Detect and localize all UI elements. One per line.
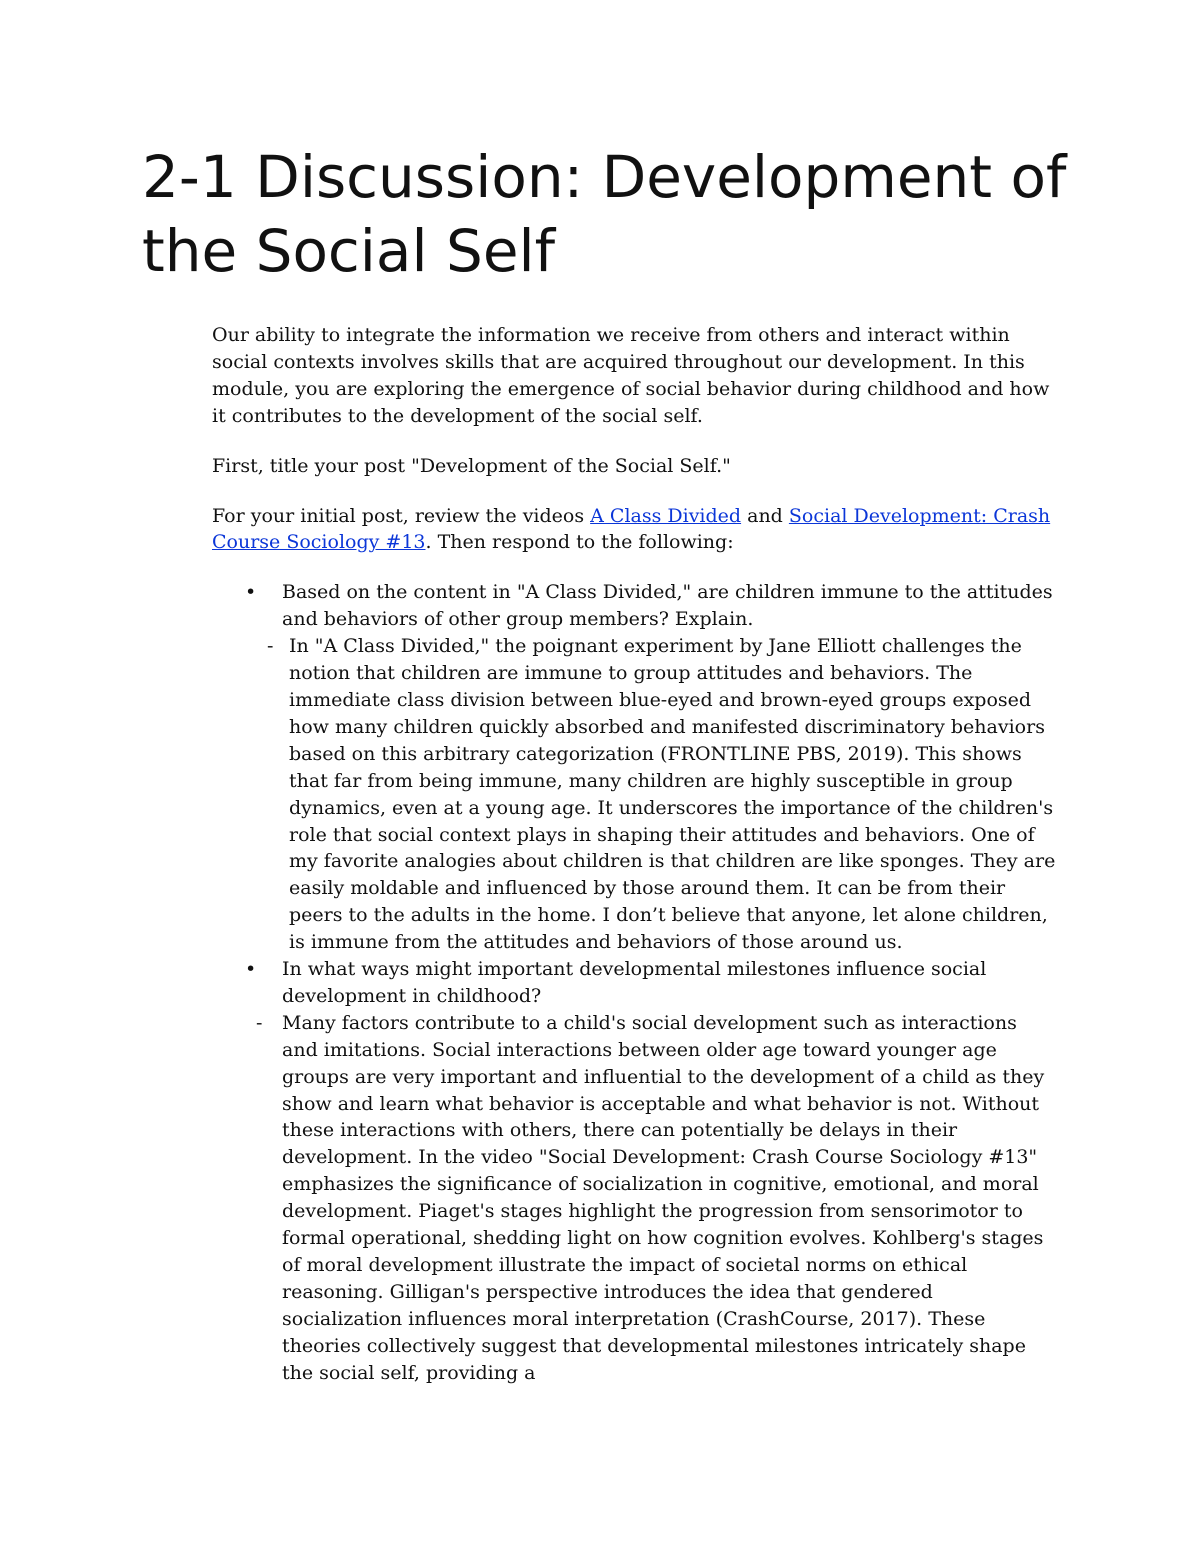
document-body: [212, 322, 1062, 1387]
dash-icon: -: [256, 1011, 263, 1034]
initial-post-suffix: . Then respond to the following:: [425, 531, 734, 554]
document-title: 2-1 Discussion: Development of the Social Self: [142, 143, 1067, 285]
answer-2-text: Many factors contribute to a child's social development such as interactions and imitations. Social interactions between older age toward younger age groups are very important and influential to the development of a child as they show and learn what behavior is acceptable and what behavior is not. Without these interactions with others, there can potentially be delays in their development. In the video "Social Development: Crash Course Sociology #13" emphasizes the significance of socialization in cognitive, emotional, and moral development. Piaget's stages highlight the progression from sensorimotor to formal operational, shedding light on how cognition evolves. Kohlberg's stages of moral development illustrate the impact of societal norms on ethical reasoning. Gilligan's perspective introduces the idea that gendered socialization influences moral interpretation (CrashCourse, 2017). These theories collectively suggest that developmental milestones intricately shape the social self, providing a: [282, 1011, 1045, 1384]
dash-icon: -: [267, 635, 274, 658]
answer-2-item: [212, 1010, 1057, 1387]
initial-post-prefix: For your initial post, review the videos: [212, 504, 591, 527]
crash-course-sociology-link[interactable]: Social Development: Crash Course Sociology #13: [212, 504, 1051, 554]
intro-paragraph: Our ability to integrate the information we receive from others and interact within social contexts involves skills that are acquired throughout our development. In this module, you are exploring the emergence of social behavior during childhood and how it contributes to the development of the social self.: [212, 324, 1050, 427]
question-2-item: [212, 956, 1057, 1010]
answer-1-text: In "A Class Divided," the poignant experiment by Jane Elliott challenges the notion that children are immune to group attitudes and behaviors. The immediate class division between blue-eyed and brown-eyed groups exposed how many children quickly absorbed and manifested discriminatory behaviors based on this arbitrary categorization (FRONTLINE PBS, 2019). This shows that far from being immune, many children are highly susceptible in group dynamics, even at a young age. It underscores the importance of the children's role that social context plays in shaping their attitudes and behaviors. One of my favorite analogies about children is that children are like sponges. They are easily moldable and influenced by those around them. It can be from their peers to the adults in the home. I don’t believe that anyone, let alone children, is immune from the attitudes and behaviors of those around us.: [289, 635, 1056, 954]
question-1-item: [212, 579, 1057, 633]
first-instruction-paragraph: First, title your post "Development of the Social Self.": [212, 454, 731, 477]
initial-post-middle: and: [741, 504, 789, 527]
a-class-divided-link[interactable]: A Class Divided: [590, 504, 742, 527]
bullet-icon: •: [245, 958, 257, 981]
initial-post-paragraph: [212, 503, 1062, 557]
bullet-icon: •: [245, 581, 257, 604]
question-2-text: In what ways might important developmental milestones influence social development in childhood?: [282, 958, 987, 1007]
answer-1-item: [212, 633, 1057, 956]
question-1-text: Based on the content in "A Class Divided," are children immune to the attitudes and behaviors of other group members? Explain.: [282, 581, 1053, 631]
